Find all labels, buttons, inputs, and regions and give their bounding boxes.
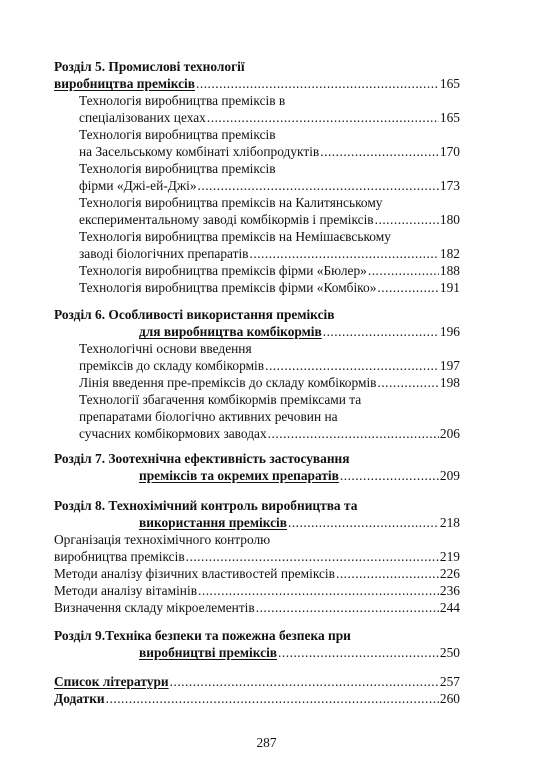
dot-leader [106,690,439,707]
page-ref: 180 [439,212,460,227]
toc-entry: експериментальному заводі комбікормів і преміксів ..... 180 [79,211,460,228]
page-ref: 191 [439,280,460,295]
dot-leader [265,357,439,374]
dot-leader [198,582,439,599]
toc-entry-line: Технологія виробництва преміксів [79,127,276,142]
toc-entry-line: Технологія виробництва преміксів на Калитянському [79,195,383,210]
toc-entry: фірми «Джі-ей-Джі» ..... 173 [79,177,460,194]
toc-chapter-heading: Розділ 8. Технохімічний контроль виробництва та [54,498,358,513]
dot-leader [368,262,439,279]
dot-leader [207,109,439,126]
toc-entry: Методи аналізу фізичних властивостей преміксів ..... 226 [54,565,460,582]
toc-chapter-heading: Розділ 5. Промислові технології [54,59,245,74]
dot-leader [278,644,439,661]
toc-entry: на Засельському комбінаті хлібопродуктів ..... 170 [79,143,460,160]
toc-chapter-entry: виробництві преміксів ..... 250 [139,644,460,661]
page-ref: 173 [439,178,460,193]
page-ref: 198 [439,375,460,390]
dot-leader [375,211,439,228]
toc-entry: Технологія виробництва преміксів фірми «Комбіко» ..... 191 [79,279,460,296]
page-ref: 209 [439,468,460,483]
toc-entry: спеціалізованих цехах ..... 165 [79,109,460,126]
toc-chapter-entry: виробництва преміксів ..... 165 [54,75,460,92]
page-ref: 165 [439,110,460,125]
dot-leader [377,374,438,391]
page-ref: 219 [439,549,460,564]
toc-chapter-heading: Розділ 6. Особливості використання преміксів [54,307,335,322]
page-ref: 170 [439,144,460,159]
toc-entry: заводі біологічних препаратів ..... 182 [79,245,460,262]
toc-entry-line: Технологія виробництва преміксів в [79,93,286,108]
toc-entry: Технологія виробництва преміксів фірми «Бюлер» ..... 188 [79,262,460,279]
toc-chapter-entry: використання преміксів ..... 218 [139,514,460,531]
toc-entry-line: препаратами біологічно активних речовин на [79,409,338,424]
toc-entry-line: Технології збагачення комбікормів преміксами та [79,392,362,407]
page-ref: 250 [439,645,460,660]
toc-chapter-entry: преміксів та окремих препаратів ..... 209 [139,467,460,484]
page-ref: 206 [439,426,460,441]
dot-leader [288,514,439,531]
page-ref: 218 [439,515,460,530]
dot-leader [323,323,439,340]
toc-entry: преміксів до складу комбікормів ..... 197 [79,357,460,374]
dot-leader [186,548,439,565]
page-ref: 257 [439,674,460,689]
page-ref: 196 [439,324,460,339]
toc-entry: Визначення складу мікроелементів ..... 244 [54,599,460,616]
toc-entry-line: Технологічні основи введення [79,341,252,356]
dot-leader [198,177,439,194]
toc-references-entry: Список літератури ..... 257 [54,673,460,690]
toc-chapter-entry: для виробництва комбікормів ..... 196 [139,323,460,340]
page-ref: 182 [439,246,460,261]
toc-entry: сучасних комбікормових заводах ..... 206 [79,425,460,442]
page-ref: 260 [439,691,460,706]
toc-entry: Методи аналізу вітамінів ..... 236 [54,582,460,599]
dot-leader [336,565,439,582]
page-ref: 165 [439,76,460,91]
toc-entry: Лінія введення пре-преміксів до складу комбікормів ..... 198 [79,374,460,391]
dot-leader [170,673,439,690]
toc-entry-line: Технологія виробництва преміксів [79,161,276,176]
toc-chapter-heading: Розділ 9.Техніка безпеки та пожежна безпека при [54,628,351,643]
dot-leader [268,425,439,442]
toc-chapter-heading: Розділ 7. Зоотехнічна ефективність застосування [54,451,350,466]
dot-leader [320,143,439,160]
toc-entry-line: Організація технохімічного контролю [54,532,271,547]
page-ref: 188 [439,263,460,278]
dot-leader [256,599,439,616]
page-ref: 236 [439,583,460,598]
toc-entry: виробництва преміксів ..... 219 [54,548,460,565]
toc-appendix-entry: Додатки ..... 260 [54,690,460,707]
dot-leader [377,279,439,296]
dot-leader [340,467,439,484]
dot-leader [250,245,439,262]
page-ref: 226 [439,566,460,581]
page-ref: 197 [439,358,460,373]
toc-entry-line: Технологія виробництва преміксів на Немішаєвському [79,229,391,244]
page-ref: 244 [439,600,460,615]
page-number: 287 [256,735,277,750]
dot-leader [196,75,439,92]
